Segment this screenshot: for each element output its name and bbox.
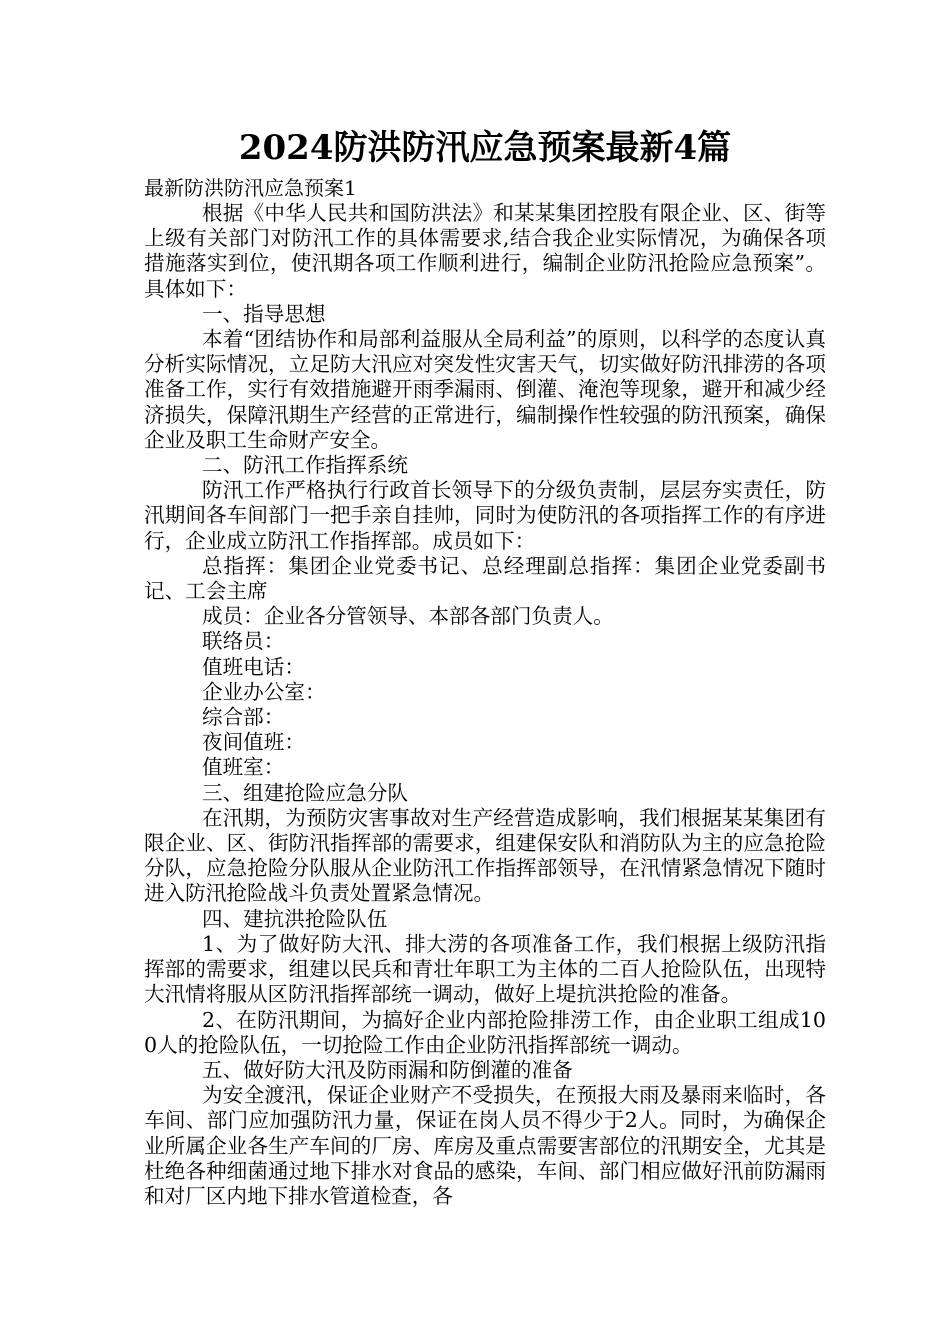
contact-line: 夜间值班： — [202, 730, 305, 755]
section-heading: 一、指导思想 — [202, 301, 326, 326]
paragraph: 1、为了做好防大汛、排大涝的各项准备工作，我们根据上级防汛指挥部的需要求，组建以民兵和青壮年职工为主体的二百人抢险队伍，出现特大汛情将服从区防汛指挥部统一调动，做好上堤抗洪抢险的准备。 — [144, 931, 826, 1007]
paragraph: 成员：企业各分管领导、本部各部门负责人。 — [202, 604, 614, 629]
contact-line: 值班室： — [202, 755, 285, 780]
section-heading: 二、防汛工作指挥系统 — [202, 453, 408, 478]
paragraph: 根据《中华人民共和国防洪法》和某某集团控股有限企业、区、街等上级有关部门对防汛工作的具体需要求,结合我企业实际情况，为确保各项措施落实到位，使汛期各项工作顺利进行，编制企业防汛抢险应急预案”。具体如下： — [144, 201, 826, 301]
section-heading: 三、组建抢险应急分队 — [202, 780, 408, 805]
paragraph: 2、在防汛期间，为搞好企业内部抢险排涝工作，由企业职工组成100人的抢险队伍，一切抢险工作由企业防汛指挥部统一调动。 — [144, 1007, 826, 1057]
paragraph: 在汛期，为预防灾害事故对生产经营造成影响，我们根据某某集团有限企业、区、街防汛指挥部的需要求，组建保安队和消防队为主的应急抢险分队，应急抢险分队服从企业防汛工作指挥部领导，在汛情紧急情况下随时进入防汛抢险战斗负责处置紧急情况。 — [144, 805, 826, 906]
contact-line: 值班电话： — [202, 654, 305, 679]
paragraph: 为安全渡汛，保证企业财产不受损失，在预报大雨及暴雨来临时，各车间、部门应加强防汛力量，保证在岗人员不得少于2人。同时，为确保企业所属企业各生产车间的厂房、库房及重点需要害部位的汛期安全，尤其是杜绝各种细菌通过地下排水对食品的感染，车间、部门相应做好汛前防漏雨和对厂区内地下排水管道检查，各 — [144, 1083, 826, 1208]
paragraph: 总指挥：集团企业党委书记、总经理副总指挥：集团企业党委副书记、工会主席 — [144, 553, 826, 604]
paragraph: 本着“团结协作和局部利益服从全局利益”的原则，以科学的态度认真分析实际情况，立足防大汛应对突发性灾害天气，切实做好防汛排涝的各项准备工作，实行有效措施避开雨季漏雨、倒灌、淹泡等现象，避开和减少经济损失，保障汛期生产经营的正常进行，编制操作性较强的防汛预案，确保企业及职工生命财产安全。 — [144, 327, 826, 452]
contact-line: 企业办公室： — [202, 679, 326, 704]
paragraph: 防汛工作严格执行行政首长领导下的分级负责制，层层夯实责任，防汛期间各车间部门一把手亲自挂帅，同时为使防汛的各项指挥工作的有序进行，企业成立防汛工作指挥部。成员如下： — [144, 478, 826, 553]
section-heading: 五、做好防大汛及防雨漏和防倒灌的准备 — [202, 1057, 573, 1082]
section-subtitle: 最新防洪防汛应急预案1 — [144, 176, 357, 200]
section-heading: 四、建抗洪抢险队伍 — [202, 906, 388, 931]
contact-line: 综合部： — [202, 705, 285, 730]
contact-line: 联络员： — [202, 629, 285, 654]
document-title: 2024防洪防汛应急预案最新4篇 — [238, 128, 732, 168]
document-page — [144, 126, 826, 1209]
